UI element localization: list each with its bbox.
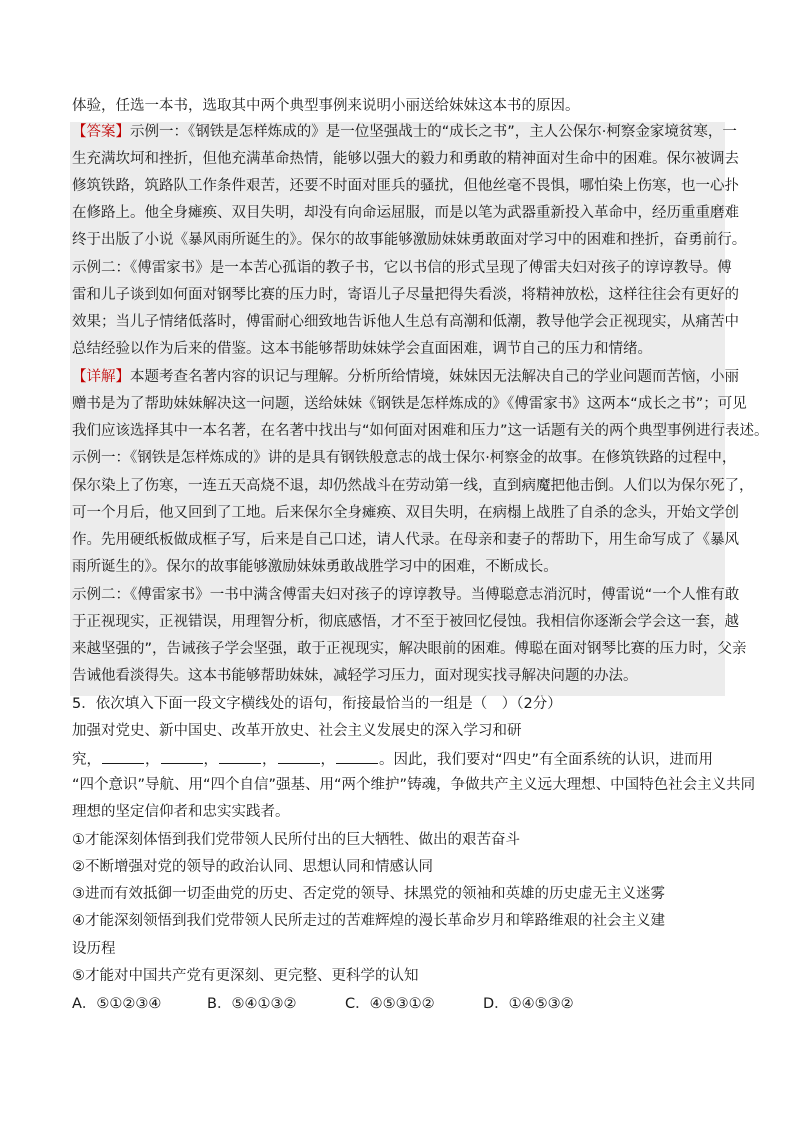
- blank-line-2: [161, 748, 203, 764]
- answer-line: 生充满坎坷和挫折，但他充满革命热情，能够以强大的毅力和勇敢的精神面对生命中的困难。保尔被调去: [72, 151, 739, 167]
- question-5-passage-line: “四个意识”导航、用“四个自信”强基、用“两个维护”铸魂，争做共产主义远大理想、中国特色社会主义共同: [72, 777, 756, 793]
- answer-line: 雷和儿子谈到如何面对钢琴比赛的压力时，寄语儿子尽量把得失看淡，将精神放松，这样往往会有更好的: [72, 287, 739, 303]
- question-5-stem: 5．依次填入下面一段文字横线处的语句，衔接最恰当的一组是（ ）（2分）: [72, 696, 562, 712]
- intro-line: 体验，任选一本书，选取其中两个典型事例来说明小丽送给妹妹这本书的原因。: [72, 98, 580, 114]
- detail-line: 赠书是为了帮助妹妹解决这一问题，送给妹妹《钢铁是怎样炼成的》《傅雷家书》这两本“成长之书”；可见: [72, 396, 747, 412]
- answer-line: 修筑铁路，筑路队工作条件艰苦，还要不时面对匪兵的骚扰，但他丝毫不畏惧，哪怕染上伤寒，也一心扑: [72, 178, 739, 194]
- blank-line-3: [219, 748, 261, 764]
- question-5-passage-line: 加强对党史、新中国史、改革开放史、社会主义发展史的深入学习和研: [72, 723, 522, 739]
- answer-line: 效果；当儿子情绪低落时，傅雷耐心细致地告诉他人生总有高潮和低潮，教导他学会正视现实，从痛苦中: [72, 314, 739, 330]
- answer-line: 示例二：《傅雷家书》是一本苦心孤诣的教子书，它以书信的形式呈现了傅雷夫妇对孩子的谆谆教导。傅: [72, 260, 732, 276]
- answer-tag: 【答案】: [72, 124, 130, 140]
- option-c[interactable]: C．④⑤③①②: [345, 996, 435, 1012]
- detail-line: 我们应该选择其中一本名著，在名著中找出与“如何面对困难和压力”这一话题有关的两个典型事例进行表述。: [72, 423, 769, 439]
- detail-tag: 【详解】: [72, 369, 130, 385]
- comma: ，: [262, 752, 277, 768]
- statement-item: ④才能深刻领悟到我们党带领人民所走过的苦难辉煌的漫长革命岁月和筚路维艰的社会主义建: [72, 913, 665, 929]
- detail-line: 示例一：《钢铁是怎样炼成的》讲的是具有钢铁般意志的战士保尔·柯察金的故事。在修筑铁路的过程中，: [72, 450, 737, 466]
- answer-text: 示例一：《钢铁是怎样炼成的》是一位坚强战士的“成长之书”，主人公保尔·柯察金家境贫寒，一: [130, 124, 737, 140]
- statement-item: ③进而有效抵御一切歪曲党的历史、否定党的领导、抹黑党的领袖和英雄的历史虚无主义迷雾: [72, 886, 665, 902]
- blank-line-5: [336, 748, 378, 764]
- detail-line: 于正视现实，正视错误，用理智分析，彻底感悟，才不至于被回忆侵蚀。我相信你逐渐会学会这一套，越: [72, 614, 739, 630]
- question-5-passage-line: 理想的坚定信仰者和忠实实践者。: [72, 804, 290, 820]
- detail-line-1: [72, 367, 739, 387]
- passage-text: 。因此，我们要对“四史”有全面系统的认识，进而用: [379, 752, 714, 768]
- option-b[interactable]: B．⑤④①③②: [207, 996, 297, 1012]
- blank-line-1: [102, 748, 144, 764]
- answer-line: 在修路上。他全身瘫痪、双目失明，却没有向命运屈服，而是以笔为武器重新投入革命中，经历重重磨难: [72, 205, 739, 221]
- option-a[interactable]: A．⑤①②③④: [72, 996, 162, 1012]
- answer-line: 总结经验以作为后来的借鉴。这本书能够帮助妹妹学会直面困难，调节自己的压力和情绪。: [72, 341, 652, 357]
- comma: ，: [145, 752, 160, 768]
- passage-text: 究，: [72, 752, 101, 768]
- blank-line-4: [278, 748, 320, 764]
- statement-item: ⑤才能对中国共产党有更深刻、更完整、更科学的认知: [72, 968, 419, 984]
- detail-line: 来越坚强的”，告诫孩子学会坚强，敢于正视现实，解决眼前的困难。傅聪在面对钢琴比赛的压力时，父亲: [72, 641, 747, 657]
- comma: ，: [320, 752, 335, 768]
- answer-line: 终于出版了小说《暴风雨所诞生的》。保尔的故事能够激励妹妹勇敢面对学习中的困难和挫折，奋勇前行。: [72, 232, 747, 248]
- statement-item: 设历程: [72, 941, 116, 957]
- detail-line: 可一个月后，他又回到了工地。后来保尔全身瘫痪、双目失明，在病榻上战胜了自杀的念头，开始文学创: [72, 505, 739, 521]
- detail-line: 作。先用硬纸板做成框子写，后来是自己口述，请人代录。在母亲和妻子的帮助下，用生命写成了《暴风: [72, 532, 739, 548]
- detail-line: 雨所诞生的》。保尔的故事能够激励妹妹勇敢战胜学习中的困难，不断成长。: [72, 559, 558, 575]
- comma: ，: [203, 752, 218, 768]
- answer-options: [72, 994, 574, 1014]
- detail-line: 示例二：《傅雷家书》一书中满含傅雷夫妇对孩子的谆谆教导。当傅聪意志消沉时，傅雷说“一个人惟有敢: [72, 587, 740, 603]
- statement-item: ②不断增强对党的领导的政治认同、思想认同和情感认同: [72, 859, 433, 875]
- detail-line: 保尔染上了伤寒，一连五天高烧不退，却仍然战斗在劳动第一线，直到病魔把他击倒。人们以为保尔死了，: [72, 478, 754, 494]
- question-5-passage-blanks: [72, 748, 713, 770]
- answer-line-1: [72, 122, 737, 142]
- option-d[interactable]: D．①④⑤③②: [483, 996, 574, 1012]
- statement-item: ①才能深刻体悟到我们党带领人民所付出的巨大牺牲、做出的艰苦奋斗: [72, 832, 520, 848]
- detail-text: 本题考查名著内容的识记与理解。分析所给情境，妹妹因无法解决自己的学业问题而苦恼，小丽: [130, 369, 739, 385]
- detail-line: 告诫他看淡得失。这本书能够帮助妹妹，减轻学习压力，面对现实找寻解决问题的办法。: [72, 668, 638, 684]
